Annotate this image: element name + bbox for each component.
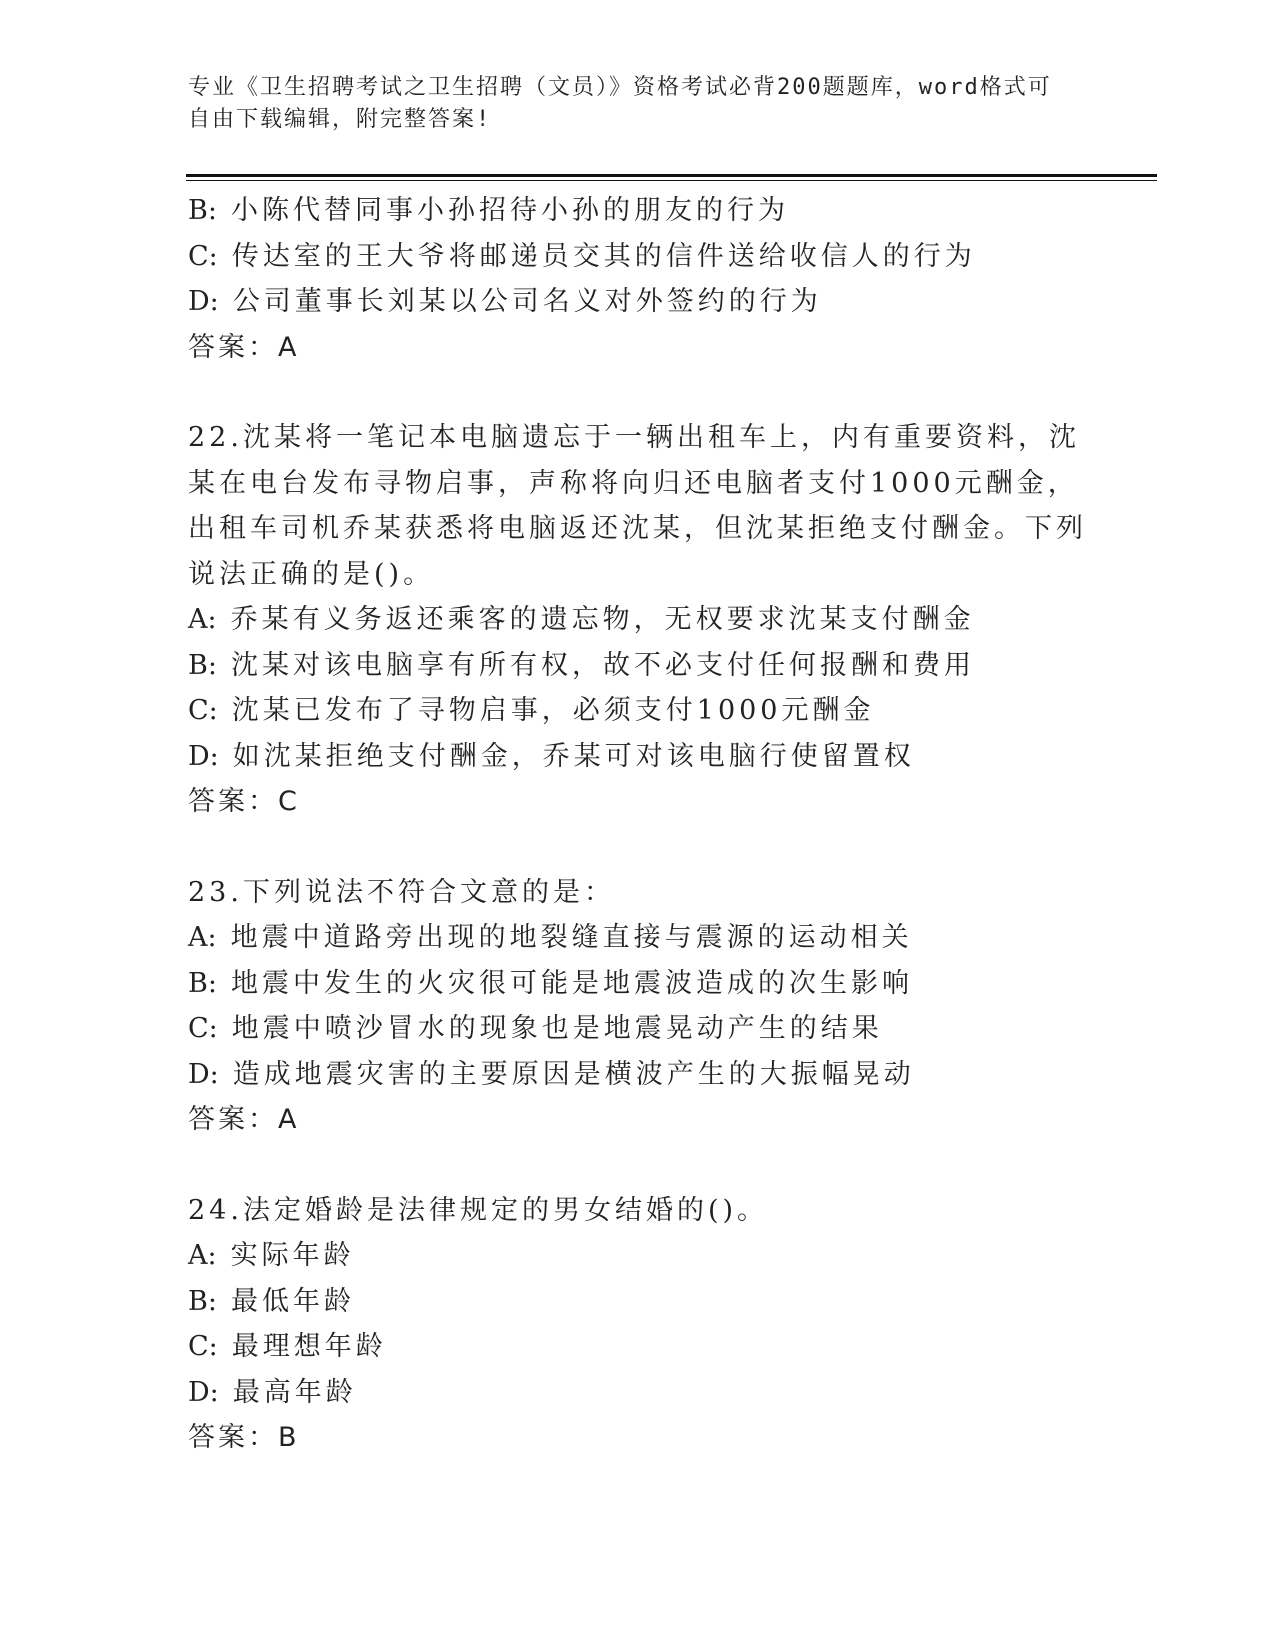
- option-label: D:: [188, 1376, 219, 1408]
- option-c: [188, 1324, 1148, 1370]
- option-text: 地震中喷沙冒水的现象也是地震晃动产生的结果: [231, 1013, 883, 1044]
- option-text: 最理想年龄: [231, 1331, 387, 1362]
- header-rule-thick: [186, 174, 1157, 177]
- option-label: D:: [188, 740, 219, 772]
- option-b: [188, 961, 1148, 1007]
- option-c: [188, 234, 1148, 280]
- answer-line: 答案：C: [188, 786, 300, 817]
- answer-line: 答案：B: [188, 1422, 300, 1453]
- option-label: B:: [188, 967, 217, 999]
- option-text: 地震中发生的火灾很可能是地震波造成的次生影响: [230, 967, 913, 999]
- option-text: 实际年龄: [230, 1240, 355, 1271]
- question-23: [188, 870, 1148, 1143]
- option-label: C:: [188, 240, 218, 272]
- option-b: [188, 1279, 1148, 1325]
- page-content: [188, 188, 1148, 1461]
- option-label: B:: [188, 195, 217, 226]
- option-label: C:: [188, 1331, 218, 1362]
- option-d: [188, 734, 1148, 780]
- option-label: B:: [188, 1285, 217, 1317]
- option-text: 乔某有义务返还乘客的遗忘物，无权要求沈某支付酬金: [230, 604, 975, 635]
- option-text: 公司董事长刘某以公司名义对外签约的行为: [232, 286, 822, 317]
- option-d: [188, 1370, 1148, 1416]
- option-text: 如沈某拒绝支付酬金，乔某可对该电脑行使留置权: [232, 740, 915, 772]
- option-label: D:: [188, 286, 219, 317]
- option-text: 地震中道路旁出现的地裂缝直接与震源的运动相关: [230, 922, 913, 953]
- option-text: 最高年龄: [232, 1376, 357, 1408]
- option-a: [188, 1233, 1148, 1279]
- question-stem: 23.下列说法不符合文意的是：: [188, 876, 615, 908]
- option-label: C:: [188, 1013, 218, 1044]
- option-c: [188, 1006, 1148, 1052]
- document-header: 专业《卫生招聘考试之卫生招聘（文员）》资格考试必背200题题库，word格式可自由下载编辑，附完整答案!: [188, 75, 1052, 132]
- option-label: A:: [188, 922, 217, 953]
- option-a: [188, 915, 1148, 961]
- option-text: 沈某已发布了寻物启事，必须支付1000元酬金: [231, 695, 875, 726]
- continued-question: [188, 188, 1148, 370]
- option-label: A:: [188, 604, 217, 635]
- header-rule-thin: [186, 180, 1157, 181]
- question-stem: 22.沈某将一笔记本电脑遗忘于一辆出租车上，内有重要资料，沈某在电台发布寻物启事，声称将向归还电脑者支付1000元酬金，出租车司机乔某获悉将电脑返还沈某，但沈某拒绝支付酬金。下列说法正确的是()。: [188, 422, 1087, 590]
- option-text: 最低年龄: [230, 1285, 355, 1317]
- option-text: 传达室的王大爷将邮递员交其的信件送给收信人的行为: [231, 240, 976, 272]
- option-label: A:: [188, 1240, 217, 1271]
- option-label: C:: [188, 695, 218, 726]
- option-d: [188, 279, 1148, 325]
- option-c: [188, 688, 1148, 734]
- question-24: [188, 1188, 1148, 1461]
- option-label: D:: [188, 1058, 219, 1090]
- question-22: [188, 415, 1148, 825]
- question-stem: 24.法定婚龄是法律规定的男女结婚的()。: [188, 1194, 769, 1226]
- option-b: [188, 643, 1148, 689]
- option-text: 造成地震灾害的主要原因是横波产生的大振幅晃动: [232, 1058, 915, 1090]
- option-text: 小陈代替同事小孙招待小孙的朋友的行为: [230, 195, 789, 226]
- answer-line: 答案：A: [188, 331, 300, 363]
- option-b: [188, 188, 1148, 234]
- option-a: [188, 597, 1148, 643]
- answer-line: 答案：A: [188, 1104, 300, 1135]
- option-d: [188, 1052, 1148, 1098]
- option-text: 沈某对该电脑享有所有权，故不必支付任何报酬和费用: [230, 649, 975, 681]
- option-label: B:: [188, 649, 217, 681]
